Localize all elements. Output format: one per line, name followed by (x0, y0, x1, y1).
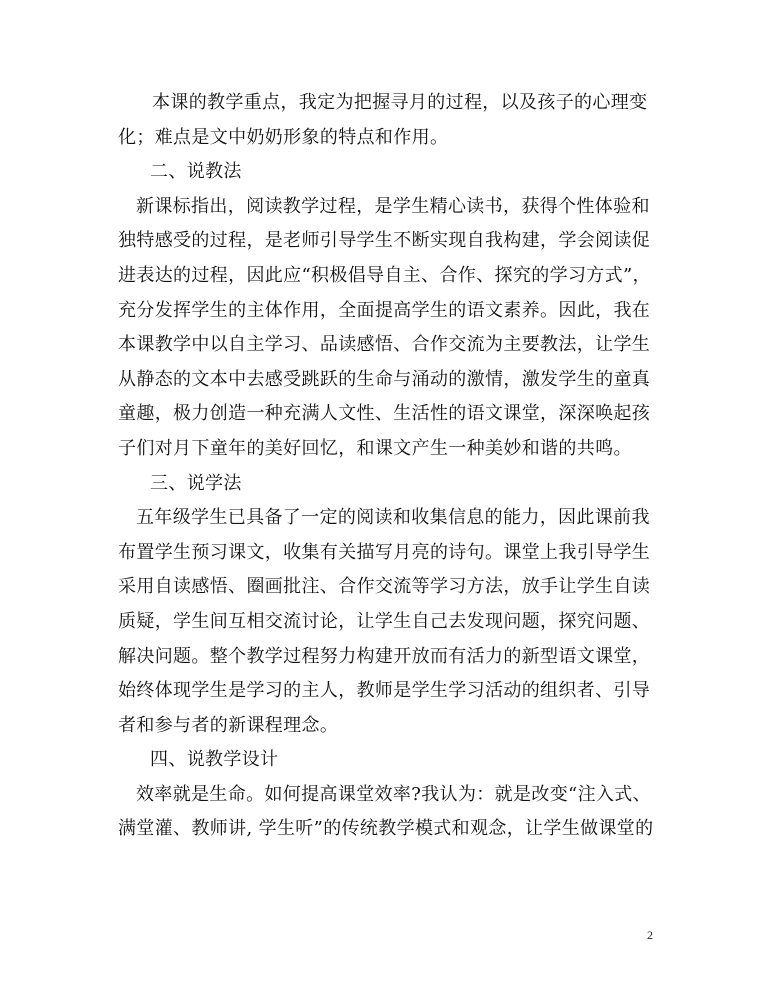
paragraph-line: 本课的教学重点，我定为把握寻月的过程，以及孩子的心理变 (152, 92, 648, 113)
paragraph-line: 始终体现学生是学习的主人，教师是学生学习活动的组织者、引导 (118, 680, 651, 702)
paragraph-line: 质疑，学生间互相交流讨论，让学生自己去发现问题，探究问题、 (118, 610, 651, 632)
paragraph-line: 本课教学中以自主学习、品读感悟、合作交流为主要教法，让学生 (118, 334, 651, 356)
paragraph-line: 满堂灌、教师讲, 学生听”的传统教学模式和观念，让学生做课堂的 (118, 818, 654, 840)
paragraph-line: 解决问题。整个教学过程努力构建开放而有活力的新型语文课堂， (118, 645, 651, 667)
paragraph-line: 新课标指出，阅读教学过程，是学生精心读书，获得个性体验和 (136, 195, 650, 217)
paragraph-line: 子们对月下童年的美好回忆，和课文产生一种美妙和谐的共鸣。 (118, 437, 632, 459)
paragraph-line: 从静态的文本中去感受跳跃的生命与涌动的激情，激发学生的童真 (118, 368, 651, 390)
paragraph-line: 者和参与者的新课程理念。 (118, 714, 339, 736)
paragraph-line: 充分发挥学生的主体作用，全面提高学生的语文素养。因此，我在 (118, 299, 651, 321)
body-text (118, 86, 652, 847)
paragraph-line: 进表达的过程，因此应“积极倡导自主、合作、探究的学习方式”， (118, 264, 651, 286)
section-heading-learning-method: 三、说学法 (150, 472, 242, 494)
paragraph-line: 布置学生预习课文，收集有关描写月亮的诗句。课堂上我引导学生 (118, 541, 651, 563)
paragraph-line: 效率就是生命。如何提高课堂效率?我认为：就是改变“注入式、 (136, 783, 651, 805)
paragraph-line: 独特感受的过程，是老师引导学生不断实现自我构建，学会阅读促 (118, 230, 651, 252)
paragraph-line: 采用自读感悟、圈画批注、合作交流等学习方法，放手让学生自读 (118, 576, 651, 598)
paragraph-line: 化；难点是文中奶奶形象的特点和作用。 (118, 126, 449, 148)
section-heading-teaching-design: 四、说教学设计 (150, 749, 279, 771)
section-heading-teaching-method: 二、说教法 (150, 161, 242, 183)
paragraph-line: 五年级学生已具备了一定的阅读和收集信息的能力，因此课前我 (136, 507, 650, 529)
page-number: 2 (647, 928, 653, 942)
paragraph-line: 童趣，极力创造一种充满人文性、生活性的语文课堂，深深唤起孩 (118, 403, 651, 425)
